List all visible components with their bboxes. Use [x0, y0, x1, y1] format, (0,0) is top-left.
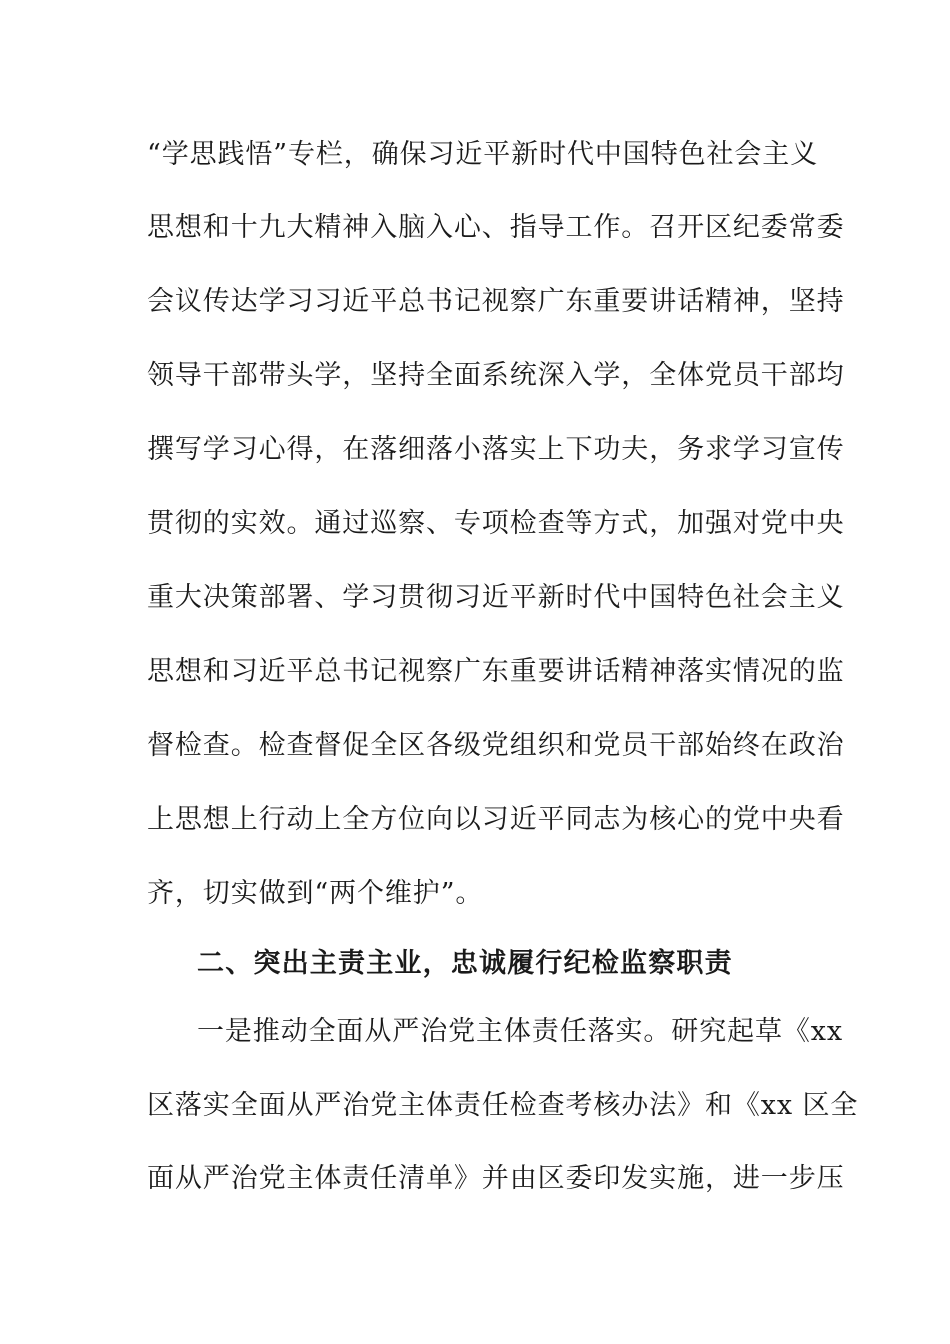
body-text-line: 重大决策部署、学习贯彻习近平新时代中国特色社会主义: [147, 582, 845, 613]
body-text-line: 齐，切实做到“两个维护”。: [147, 878, 484, 909]
body-text-line: “学思践悟”专栏，确保习近平新时代中国特色社会主义: [147, 139, 819, 170]
body-text-line: 贯彻的实效。通过巡察、专项检查等方式，加强对党中央: [147, 508, 845, 539]
body-text-line: 思想和习近平总书记视察广东重要讲话精神落实情况的监: [147, 656, 845, 687]
body-text-line: 面从严治党主体责任清单》并由区委印发实施，进一步压: [147, 1163, 845, 1194]
section-heading: 二、突出主责主业，忠诚履行纪检监察职责: [197, 948, 733, 979]
body-text-line: 撰写学习心得，在落细落小落实上下功夫，务求学习宣传: [147, 434, 845, 465]
body-text-line: 领导干部带头学，坚持全面系统深入学，全体党员干部均: [147, 360, 845, 391]
body-text-line: 督检查。检查督促全区各级党组织和党员干部始终在政治: [147, 730, 845, 761]
body-text-line: 一是推动全面从严治党主体责任落实。研究起草《xx: [197, 1016, 844, 1047]
body-text-line: 区落实全面从严治党主体责任检查考核办法》和《xx 区全: [147, 1090, 859, 1121]
body-text-line: 会议传达学习习近平总书记视察广东重要讲话精神，坚持: [147, 286, 845, 317]
body-text-line: 思想和十九大精神入脑入心、指导工作。召开区纪委常委: [147, 212, 845, 243]
body-text-line: 上思想上行动上全方位向以习近平同志为核心的党中央看: [147, 804, 845, 835]
